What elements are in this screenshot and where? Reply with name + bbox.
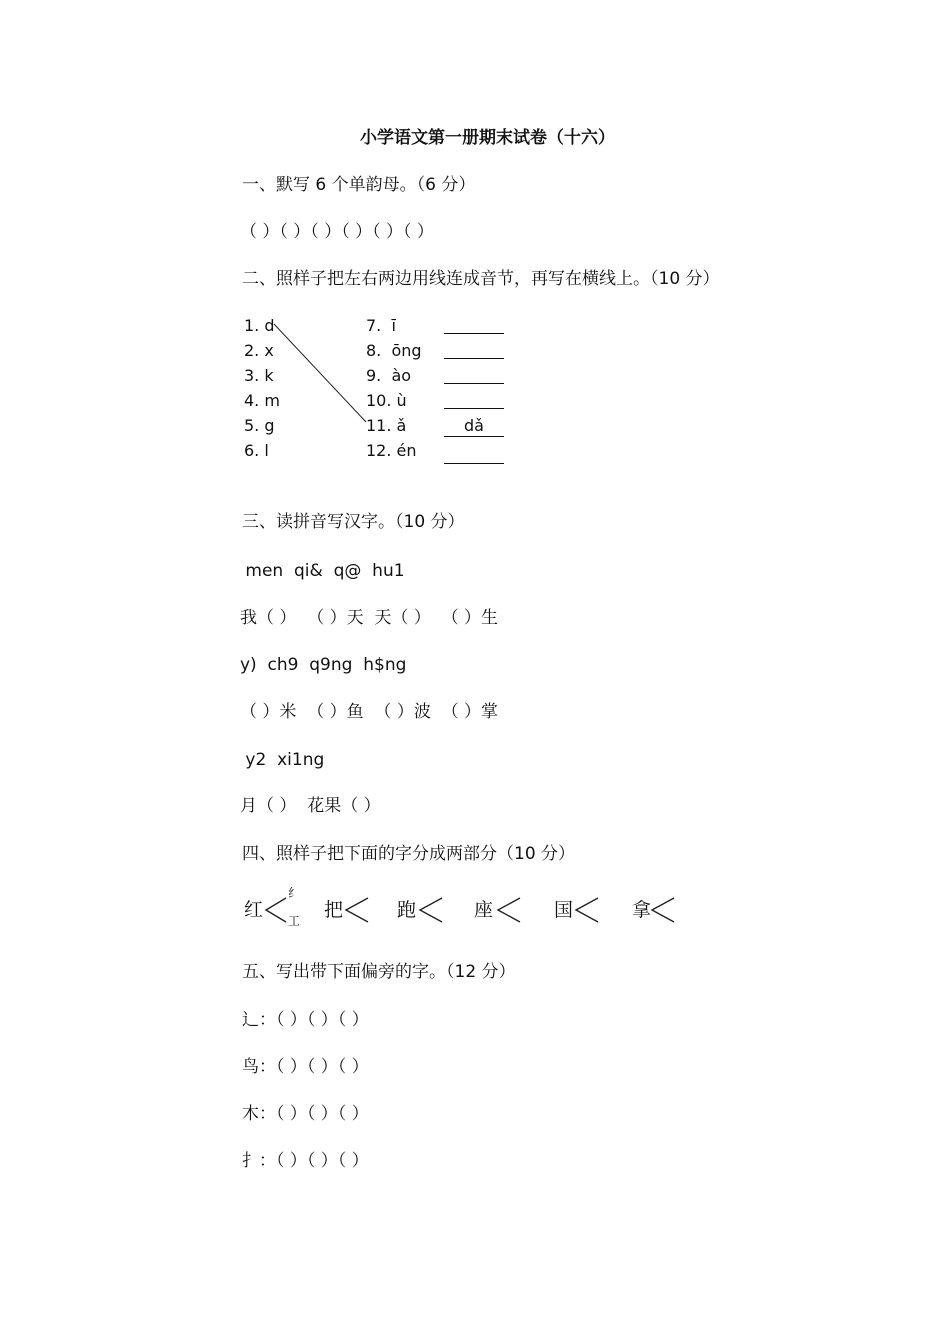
- right-syllable: 12. én: [366, 441, 417, 460]
- chars-line: 我（ ） （ ）天 天（ ） （ ）生: [240, 608, 499, 628]
- split-char: 座: [474, 899, 494, 921]
- example-part-top: 纟: [288, 886, 301, 900]
- chars-line: （ ）米 （ ）鱼 （ ）波 （ ）掌: [240, 702, 499, 722]
- q1-heading: 一、默写 6 个单韵母。（6 分）: [242, 175, 476, 195]
- right-syllable: 9. ào: [366, 366, 412, 385]
- chars-line: 月（ ） 花果（ ）: [240, 796, 381, 816]
- split-char: 拿: [632, 899, 652, 921]
- right-syllable: 10. ù: [366, 391, 407, 410]
- right-syllable: 11. ǎ: [366, 416, 407, 435]
- q4-heading: 四、照样子把下面的字分成两部分（10 分）: [242, 844, 576, 864]
- page-title: 小学语文第一册期末试卷（十六）: [360, 128, 615, 148]
- connecting-line: [244, 312, 514, 472]
- split-char: 把: [324, 899, 344, 921]
- left-syllable: 1. d: [244, 316, 275, 335]
- split-brackets: [242, 884, 682, 938]
- q1-blanks: （ ）（ ）（ ）（ ）（ ）（ ）: [240, 222, 434, 242]
- q2-matching-figure: [244, 312, 514, 472]
- pinyin-line: men qi& q@ hu1: [240, 561, 405, 581]
- example-part-bottom: 工: [288, 914, 301, 928]
- right-syllable: 8. ōng: [366, 341, 422, 360]
- pinyin-line: y) ch9 q9ng h$ng: [240, 655, 407, 675]
- right-syllable: 7. ī: [366, 316, 396, 335]
- split-char: 红: [244, 899, 264, 921]
- left-syllable: 5. g: [244, 416, 275, 435]
- split-char: 国: [554, 899, 574, 921]
- radical-row: 木：（ ）（ ）（ ）: [242, 1104, 369, 1124]
- left-syllable: 6. l: [244, 441, 269, 460]
- left-syllable: 3. k: [244, 366, 274, 385]
- example-answer: dǎ: [464, 416, 484, 435]
- q4-split-figure: [242, 884, 682, 938]
- radical-row: 扌：（ ）（ ）（ ）: [242, 1151, 369, 1171]
- left-syllable: 2. x: [244, 341, 274, 360]
- split-char: 跑: [397, 899, 417, 921]
- radical-row: 鸟：（ ）（ ）（ ）: [242, 1057, 369, 1077]
- left-syllable: 4. m: [244, 391, 280, 410]
- q3-heading: 三、读拼音写汉字。（10 分）: [242, 512, 465, 532]
- radical-row: 辶：（ ）（ ）（ ）: [242, 1010, 369, 1030]
- q2-heading: 二、照样子把左右两边用线连成音节，再写在横线上。（10 分）: [242, 269, 720, 289]
- pinyin-line: y2 xi1ng: [240, 750, 325, 770]
- q5-heading: 五、写出带下面偏旁的字。（12 分）: [242, 962, 516, 982]
